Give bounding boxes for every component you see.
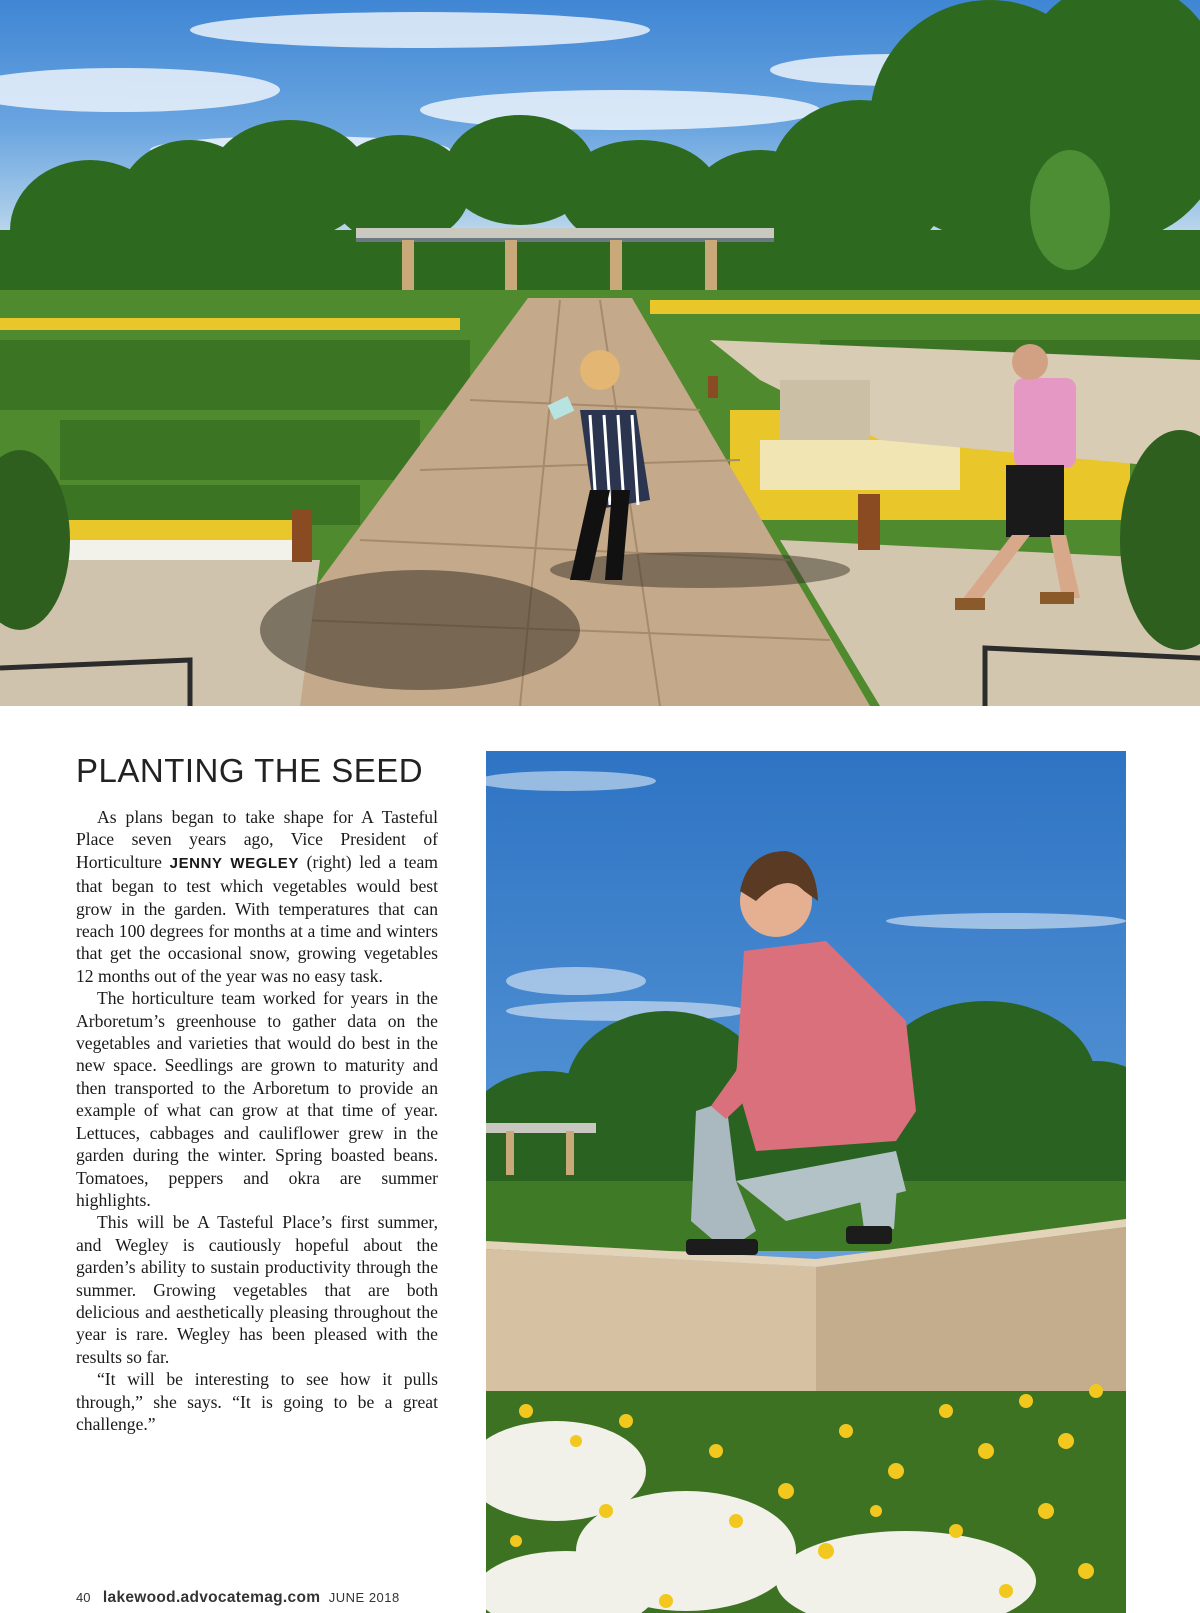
crouching-woman-portrait-photo	[486, 751, 1126, 1613]
site-link[interactable]: lakewood.advocatemag.com	[102, 1589, 321, 1606]
article-paragraph: “It will be interesting to see how it pulls through,” she says. “It is going to be a great challenge.”	[76, 1369, 438, 1434]
page-number: 40	[76, 1590, 91, 1605]
page-title: PLANTING THE SEED	[76, 752, 424, 789]
issue-date: JUNE 2018	[328, 1590, 400, 1605]
article-paragraph: As plans began to take shape for A Tasteful Place seven years ago, Vice President of Horticulture JENNY WEGLEY (right) led a team that began to test which vegetables would best grow in the garden. With temperatures that can reach 100 degrees for months at a time and winters that get the occasional snow, growing vegetables 12 months out of the year was no easy task.	[76, 807, 438, 986]
garden-scene-illustration	[0, 0, 1200, 706]
person-name: JENNY WEGLEY	[169, 854, 299, 872]
tree-line	[0, 0, 1200, 310]
portrait-illustration	[486, 751, 1126, 1613]
page-footer	[76, 1589, 400, 1607]
garden-walkway-photo	[0, 0, 1200, 706]
article-paragraph: This will be A Tasteful Place’s first summer, and Wegley is cautiously hopeful about the garden’s ability to sustain productivity through the summer. Growing vegetables that are both delicious and aesthetically pleasing throughout the year is rare. Wegley has been pleased with the results so far.	[76, 1212, 438, 1367]
article-body	[76, 806, 438, 1435]
article-paragraph: The horticulture team worked for years in the Arboretum’s greenhouse to gather data on the vegetables and varieties that would do best in the new space. Seedlings are grown to maturity and then transported to the Arboretum to provide an example of what can grow at that time of year. Lettuces, cabbages and cauliflower grew in the garden during the winter. Spring boasted beans. Tomatoes, peppers and okra are summer highlights.	[76, 988, 438, 1210]
